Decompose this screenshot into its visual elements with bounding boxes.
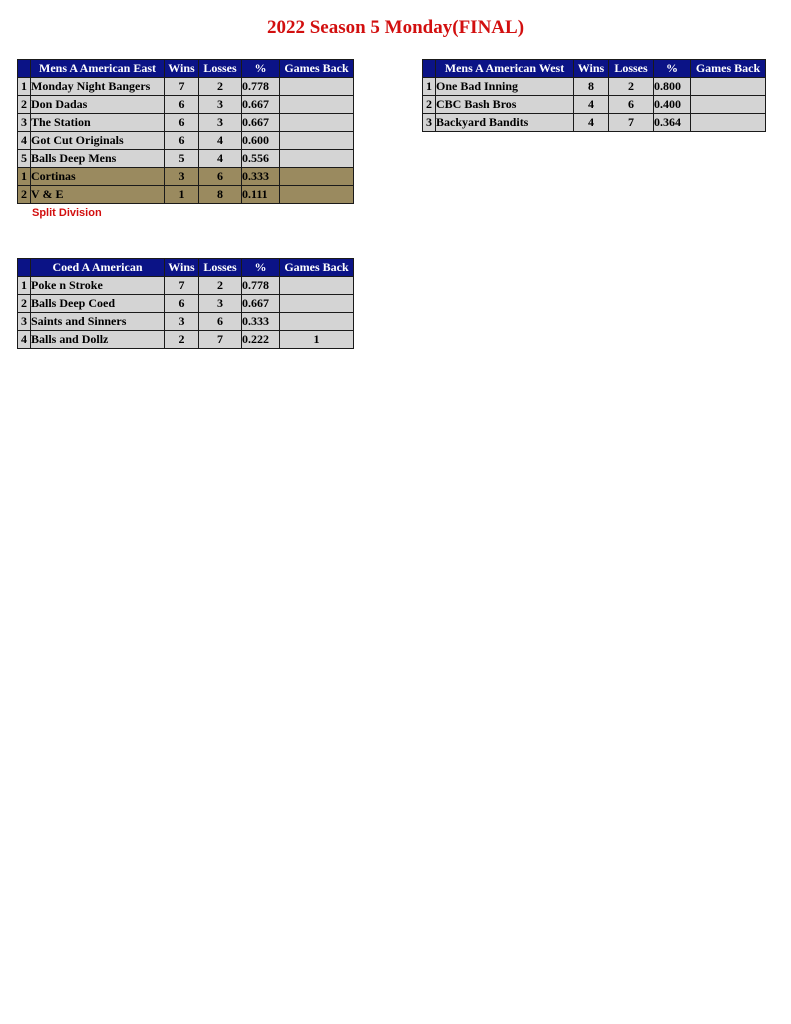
table-row	[18, 150, 354, 168]
pct-cell: 0.333	[242, 168, 280, 186]
rank-cell: 2	[18, 186, 31, 204]
games-back-cell	[691, 114, 766, 132]
games-back-cell	[280, 168, 354, 186]
losses-header: Losses	[199, 60, 242, 78]
losses-cell: 2	[609, 78, 654, 96]
wins-cell: 6	[165, 295, 199, 313]
pct-cell: 0.667	[242, 96, 280, 114]
rank-cell: 3	[18, 313, 31, 331]
table-row	[18, 277, 354, 295]
losses-cell: 2	[199, 277, 242, 295]
games-back-cell	[280, 295, 354, 313]
games-back-cell	[280, 114, 354, 132]
table-row	[18, 114, 354, 132]
pct-cell: 0.556	[242, 150, 280, 168]
wins-cell: 3	[165, 168, 199, 186]
games-back-cell	[691, 78, 766, 96]
games-back-cell	[280, 96, 354, 114]
losses-header: Losses	[609, 60, 654, 78]
team-cell: Balls Deep Coed	[31, 295, 165, 313]
wins-cell: 6	[165, 96, 199, 114]
losses-header: Losses	[199, 259, 242, 277]
pct-cell: 0.667	[242, 295, 280, 313]
wins-cell: 4	[574, 96, 609, 114]
rank-cell: 3	[423, 114, 436, 132]
games-back-header: Games Back	[280, 259, 354, 277]
split-division-row	[18, 186, 354, 204]
rank-cell: 2	[18, 96, 31, 114]
rank-cell: 1	[18, 277, 31, 295]
games-back-cell	[280, 313, 354, 331]
pct-cell: 0.111	[242, 186, 280, 204]
wins-header: Wins	[165, 259, 199, 277]
games-back-cell	[280, 78, 354, 96]
pct-cell: 0.778	[242, 78, 280, 96]
games-back-cell: 1	[280, 331, 354, 349]
games-back-header: Games Back	[691, 60, 766, 78]
pct-cell: 0.667	[242, 114, 280, 132]
wins-cell: 6	[165, 132, 199, 150]
pct-cell: 0.400	[654, 96, 691, 114]
table-row	[18, 331, 354, 349]
team-cell: Balls and Dollz	[31, 331, 165, 349]
losses-cell: 3	[199, 295, 242, 313]
team-cell: One Bad Inning	[436, 78, 574, 96]
rank-cell: 2	[18, 295, 31, 313]
table-row	[423, 114, 766, 132]
pct-cell: 0.364	[654, 114, 691, 132]
rank-header	[18, 259, 31, 277]
table-row	[18, 132, 354, 150]
wins-header: Wins	[165, 60, 199, 78]
team-cell: The Station	[31, 114, 165, 132]
rank-cell: 5	[18, 150, 31, 168]
mens-west-standings-table	[422, 59, 766, 132]
team-cell: CBC Bash Bros	[436, 96, 574, 114]
table-header-row	[423, 60, 766, 78]
team-cell: Poke n Stroke	[31, 277, 165, 295]
table-header-row	[18, 60, 354, 78]
wins-cell: 5	[165, 150, 199, 168]
table-row	[18, 313, 354, 331]
rank-cell: 1	[423, 78, 436, 96]
team-cell: Monday Night Bangers	[31, 78, 165, 96]
losses-cell: 6	[609, 96, 654, 114]
coed-standings-table	[17, 258, 354, 349]
team-cell: V & E	[31, 186, 165, 204]
losses-cell: 4	[199, 132, 242, 150]
table-row	[423, 78, 766, 96]
wins-cell: 4	[574, 114, 609, 132]
team-cell: Saints and Sinners	[31, 313, 165, 331]
pct-cell: 0.222	[242, 331, 280, 349]
rank-cell: 1	[18, 78, 31, 96]
table-row	[18, 295, 354, 313]
division-header: Mens A American East	[31, 60, 165, 78]
games-back-cell	[280, 186, 354, 204]
pct-cell: 0.778	[242, 277, 280, 295]
pct-cell: 0.600	[242, 132, 280, 150]
games-back-cell	[691, 96, 766, 114]
pct-cell: 0.333	[242, 313, 280, 331]
losses-cell: 7	[199, 331, 242, 349]
wins-cell: 6	[165, 114, 199, 132]
wins-cell: 7	[165, 277, 199, 295]
pct-header: %	[242, 60, 280, 78]
pct-header: %	[242, 259, 280, 277]
rank-cell: 3	[18, 114, 31, 132]
mens-east-standings-table	[17, 59, 354, 204]
games-back-cell	[280, 132, 354, 150]
games-back-cell	[280, 277, 354, 295]
split-division-note: Split Division	[32, 207, 102, 219]
wins-cell: 3	[165, 313, 199, 331]
rank-cell: 2	[423, 96, 436, 114]
games-back-cell	[280, 150, 354, 168]
losses-cell: 7	[609, 114, 654, 132]
wins-cell: 8	[574, 78, 609, 96]
losses-cell: 8	[199, 186, 242, 204]
losses-cell: 6	[199, 313, 242, 331]
rank-cell: 4	[18, 132, 31, 150]
rank-cell: 4	[18, 331, 31, 349]
table-row	[18, 78, 354, 96]
losses-cell: 4	[199, 150, 242, 168]
split-division-row	[18, 168, 354, 186]
rank-header	[423, 60, 436, 78]
games-back-header: Games Back	[280, 60, 354, 78]
losses-cell: 2	[199, 78, 242, 96]
wins-cell: 7	[165, 78, 199, 96]
team-cell: Got Cut Originals	[31, 132, 165, 150]
losses-cell: 3	[199, 96, 242, 114]
team-cell: Backyard Bandits	[436, 114, 574, 132]
pct-cell: 0.800	[654, 78, 691, 96]
wins-cell: 2	[165, 331, 199, 349]
page-title: 2022 Season 5 Monday(FINAL)	[266, 17, 525, 38]
table-header-row	[18, 259, 354, 277]
wins-header: Wins	[574, 60, 609, 78]
division-header: Mens A American West	[436, 60, 574, 78]
table-row	[423, 96, 766, 114]
team-cell: Don Dadas	[31, 96, 165, 114]
rank-cell: 1	[18, 168, 31, 186]
losses-cell: 3	[199, 114, 242, 132]
pct-header: %	[654, 60, 691, 78]
team-cell: Cortinas	[31, 168, 165, 186]
table-row	[18, 96, 354, 114]
division-header: Coed A American	[31, 259, 165, 277]
losses-cell: 6	[199, 168, 242, 186]
team-cell: Balls Deep Mens	[31, 150, 165, 168]
rank-header	[18, 60, 31, 78]
wins-cell: 1	[165, 186, 199, 204]
